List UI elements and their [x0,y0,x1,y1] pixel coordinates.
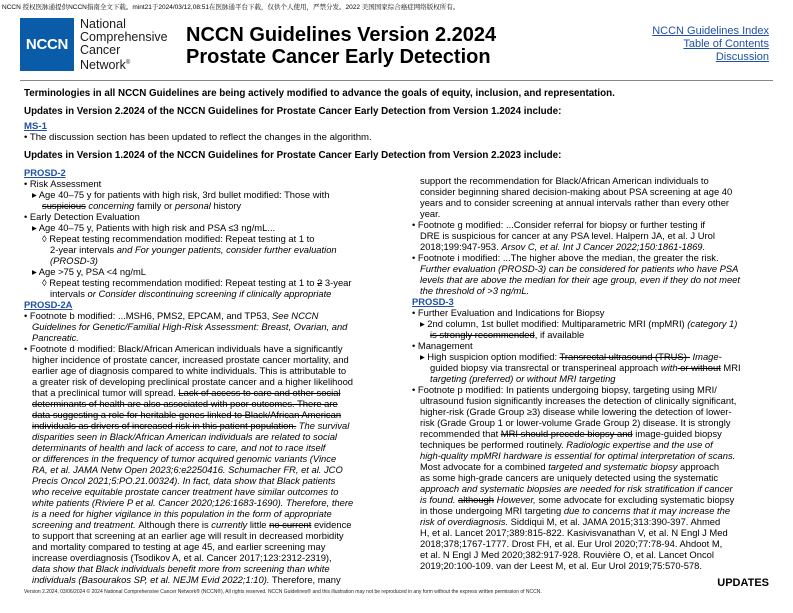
text-line: approach and systematic biopsies are needed for risk stratification if cancer [420,483,733,494]
text-line: 2018;199:947-953. Arsov C, et al. Int J Cancer 2022;150:1861-1869. [420,241,706,252]
text-line: the threshold of >3 ng/mL. [420,285,530,296]
text-line: ▸ Age 40–75 y for patients with high risk, 3rd bullet modified: Those with [32,189,330,200]
text-line: recommended that MRI should precede biopsy and image-guided biopsy [420,428,722,439]
early-detection-evaluation: • Early Detection Evaluation [24,211,140,222]
text-line: • Footnote d modified: Black/African American individuals have a significantly [24,343,343,354]
text-line: Guidelines for Genetic/Familial High-Risk Assessment: Breast, Ovarian, and [32,321,348,332]
updates-v2-heading: Updates in Version 2.2024 of the NCCN Guidelines for Prostate Cancer Early Detection from Version 1.2024 include: [24,106,562,118]
text-line: 2018;378;1767-1777. Drost FH, et al. Eur Urol 2020;77:78-94. Ahdoot M, [420,538,723,549]
text-line: levels that are above the median for their age group, even if they do not meet [420,274,740,285]
text-line: RA, et al. JAMA Netw Open 2023;6:e2250416. Schumacher FR, et al. JCO [32,464,343,475]
logo-line-2: Comprehensive [80,30,168,44]
prosd3-link[interactable]: PROSD-3 [412,296,454,307]
text-line: that a preclinical tumor will spread. Lack of access to care and other social [32,387,341,398]
text-line: • Management [412,340,473,351]
text-line: and mortality compared to testing at age 45, and earlier screening may [32,541,326,552]
guideline-version: NCCN Guidelines Version 2.2024 [186,24,497,46]
text-line: a greater risk of developing preclinical prostate cancer and a higher likelihood [32,376,354,387]
terminology-note: Terminologies in all NCCN Guidelines are being actively modified to advance the goals of equity, inclusion, and representation. [24,88,615,99]
text-line: Most advocate for a combined targeted and systematic biopsy approach [420,461,720,472]
guideline-topic: Prostate Cancer Early Detection [186,46,491,68]
text-line: is strongly recommended, if available [430,329,585,340]
text-line: DRE is suspicious for cancer at any PSA level. Halpern JA, et al. J Urol [420,230,715,241]
risk-assessment: • Risk Assessment [24,178,102,189]
guidelines-index-link[interactable]: NCCN Guidelines Index [652,25,769,37]
text-line: consider beginning shared decision-making about PSA screening at age 40 [420,186,733,197]
download-watermark: NCCN 授权医脉通提供NCCN指南全文下载。mint21于2024/03/12,08:51在医脉通平台下载，仅供个人使用，严禁分发。2022 美国国家综合癌症网络版权所有。 [2,4,460,11]
text-line: 2-year intervals and For younger patients, consider further evaluation [50,244,337,255]
text-line: ▸ 2nd column, 1st bullet modified: Multiparametric MRI (mpMRI) (category 1) [420,318,738,329]
page-title [186,24,496,68]
prosd2a-link[interactable]: PROSD-2A [24,299,73,310]
text-line: individuals (Basourakos SP, et al. NEJM Evid 2022;1:10). Therefore, many [32,574,341,585]
text-line: data show that Black individuals benefit more from screening than white [32,563,330,574]
text-line: guided biopsy via transrectal or transperineal approach with or without MRI [430,362,741,373]
header-divider [20,80,773,81]
text-line: • Further Evaluation and Indications for Biopsy [412,307,605,318]
nav-links [652,25,769,64]
text-line: individuals as drivers of increased risk in this patient population. The survival [32,420,350,431]
text-line: data suggesting a role for heritable genes linked to Black/African American [32,409,342,420]
text-line: ultrasound fusion significantly increases the detection of clinically significant, [420,395,737,406]
table-of-contents-link[interactable]: Table of Contents [683,38,769,50]
text-line: H, et al. Lancet 2017;389:815-822. Kasivisvanathan V, et al. N Engl J Med [420,527,728,538]
text-line: 2019;20:100-109. van der Leest M, et al. Eur Urol 2019;75:570-578. [420,560,702,571]
prosd2-link[interactable]: PROSD-2 [24,167,66,178]
text-line: intervals or Consider discontinuing screening if clinically appropriate [50,288,332,299]
text-line: ◊ Repeat testing recommendation modified: Repeat testing at 1 to 2 3-year [42,277,352,288]
text-line: suspicious concerning family or personal history [42,200,242,211]
text-line: years and to consider screening at annual intervals rather than every other [420,197,730,208]
text-line: risk of overdiagnosis. Siddiqui M, et al. JAMA 2015;313:390-397. Ahmed [420,516,721,527]
updates-v1-heading: Updates in Version 1.2024 of the NCCN Guidelines for Prostate Cancer Early Detection from Version 2.2023 include: [24,150,562,162]
left-column [24,167,404,585]
discussion-link[interactable]: Discussion [715,51,769,63]
nccn-logo-mark: NCCN [20,18,74,71]
text-line: year. [420,208,441,219]
ms1-text: • The discussion section has been updated to reflect the changes in the algorithm. [24,131,372,143]
ms1-link[interactable]: MS-1 [24,120,47,132]
text-line: et al. N Engl J Med 2020;382:917-928. Rouvière O, et al. Lancet Oncol [420,549,714,560]
text-line: ▸ High suspicion option modified: Transrectal ultrasound (TRUS)- Image- [420,351,722,362]
logo-line-3: Cancer [80,43,121,57]
text-line: who receive equitable prostate cancer treatment have similar outcomes to [32,486,339,497]
text-line: is found. although However, some advocate for excluding systematic biopsy [420,494,735,505]
text-line: targeting (preferred) or without MRI targeting [430,373,616,384]
logo-line-1: National [80,17,126,31]
text-line: ▸ Age 40–75 y, Patients with high risk and PSA ≤3 ng/mL... [32,222,276,233]
text-line: techniques be performed routinely. Radiologic expertise and the use of [420,439,713,450]
text-line: • Footnote i modified: ...The higher above the median, the greater the risk. [412,252,719,263]
text-line: ▸ Age >75 y, PSA <4 ng/mL [32,266,146,277]
text-line: determinants of health and lack of access to care, and not to race itself [32,442,326,453]
text-line: is a need for higher vigilance in this population in the form of appropriate [32,508,332,519]
text-line: • Footnote p modified: In patients undergoing biopsy, targeting using MRI/ [412,384,717,395]
updates-intro [24,85,774,161]
text-line: support the recommendation for Black/African American individuals to [420,175,709,186]
text-line: to support that screening at an earlier age will result in decreased morbidity [32,530,344,541]
text-line: high-quality mpMRI hardware is essential for optimal interpretation of scans. [420,450,736,461]
text-line: in those undergoing MRI targeting due to concerns that it may increase the [420,505,731,516]
text-line: increase overdiagnosis (Tsodikov A, et al. Cancer 2017;123:2312-2319), [32,552,332,563]
text-line: • Footnote b modified: ...MSH6, PMS2, EPCAM, and TP53, See NCCN [24,310,319,321]
text-line: as some high-grade cancers are uniquely detected using the systematic [420,472,719,483]
text-line: Pancreatic. [32,332,79,343]
right-column [412,175,774,571]
text-line: Precis Oncol 2021;5:PO.21.00324). In fact, data show that Black patients [32,475,336,486]
text-line: screening and treatment. Although there is currently little no current evidence [32,519,352,530]
text-line: higher-risk (Grade Group ≥3) disease while lowering the detection of lower- [420,406,732,417]
text-line: ◊ Repeat testing recommendation modified: Repeat testing at 1 to [42,233,315,244]
updates-link[interactable]: UPDATES [717,577,769,589]
text-line: • Footnote g modified: ...Consider referral for biopsy or further testing if [412,219,706,230]
text-line: (PROSD-3) [50,255,98,266]
text-line: Further evaluation (PROSD-3) can be considered for patients who have PSA [420,263,739,274]
text-line: white patients (Riviere P et al. Cancer 2020;126:1683-1690). Therefore, there [32,497,354,508]
text-line: risk (Grade Group 1 or lower-volume Grade Group 2) disease. It is strongly [420,417,731,428]
text-line: disparities seen in Black/African American individuals are related to social [32,431,338,442]
text-line: or differences in the frequency of tumor acquired genomic variants (Vince [32,453,337,464]
text-line: higher incidence of prostate cancer, increased prostate cancer mortality, and [32,354,349,365]
text-line: determinants of health are also associated with poor outcomes. There are [32,398,338,409]
logo-line-4: Network® [80,58,131,73]
nccn-logo-text [80,18,168,72]
copyright-footer: Version 2.2024, 03/06/2024 © 2024 National Comprehensive Cancer Network® (NCCN®), All rights reserved. NCCN Guidelines® and this illustration may not be reproduced in any form without the express written permission of NCCN. [24,589,542,595]
text-line: earlier age of diagnosis compared to white individuals. This is attributable to [32,365,347,376]
